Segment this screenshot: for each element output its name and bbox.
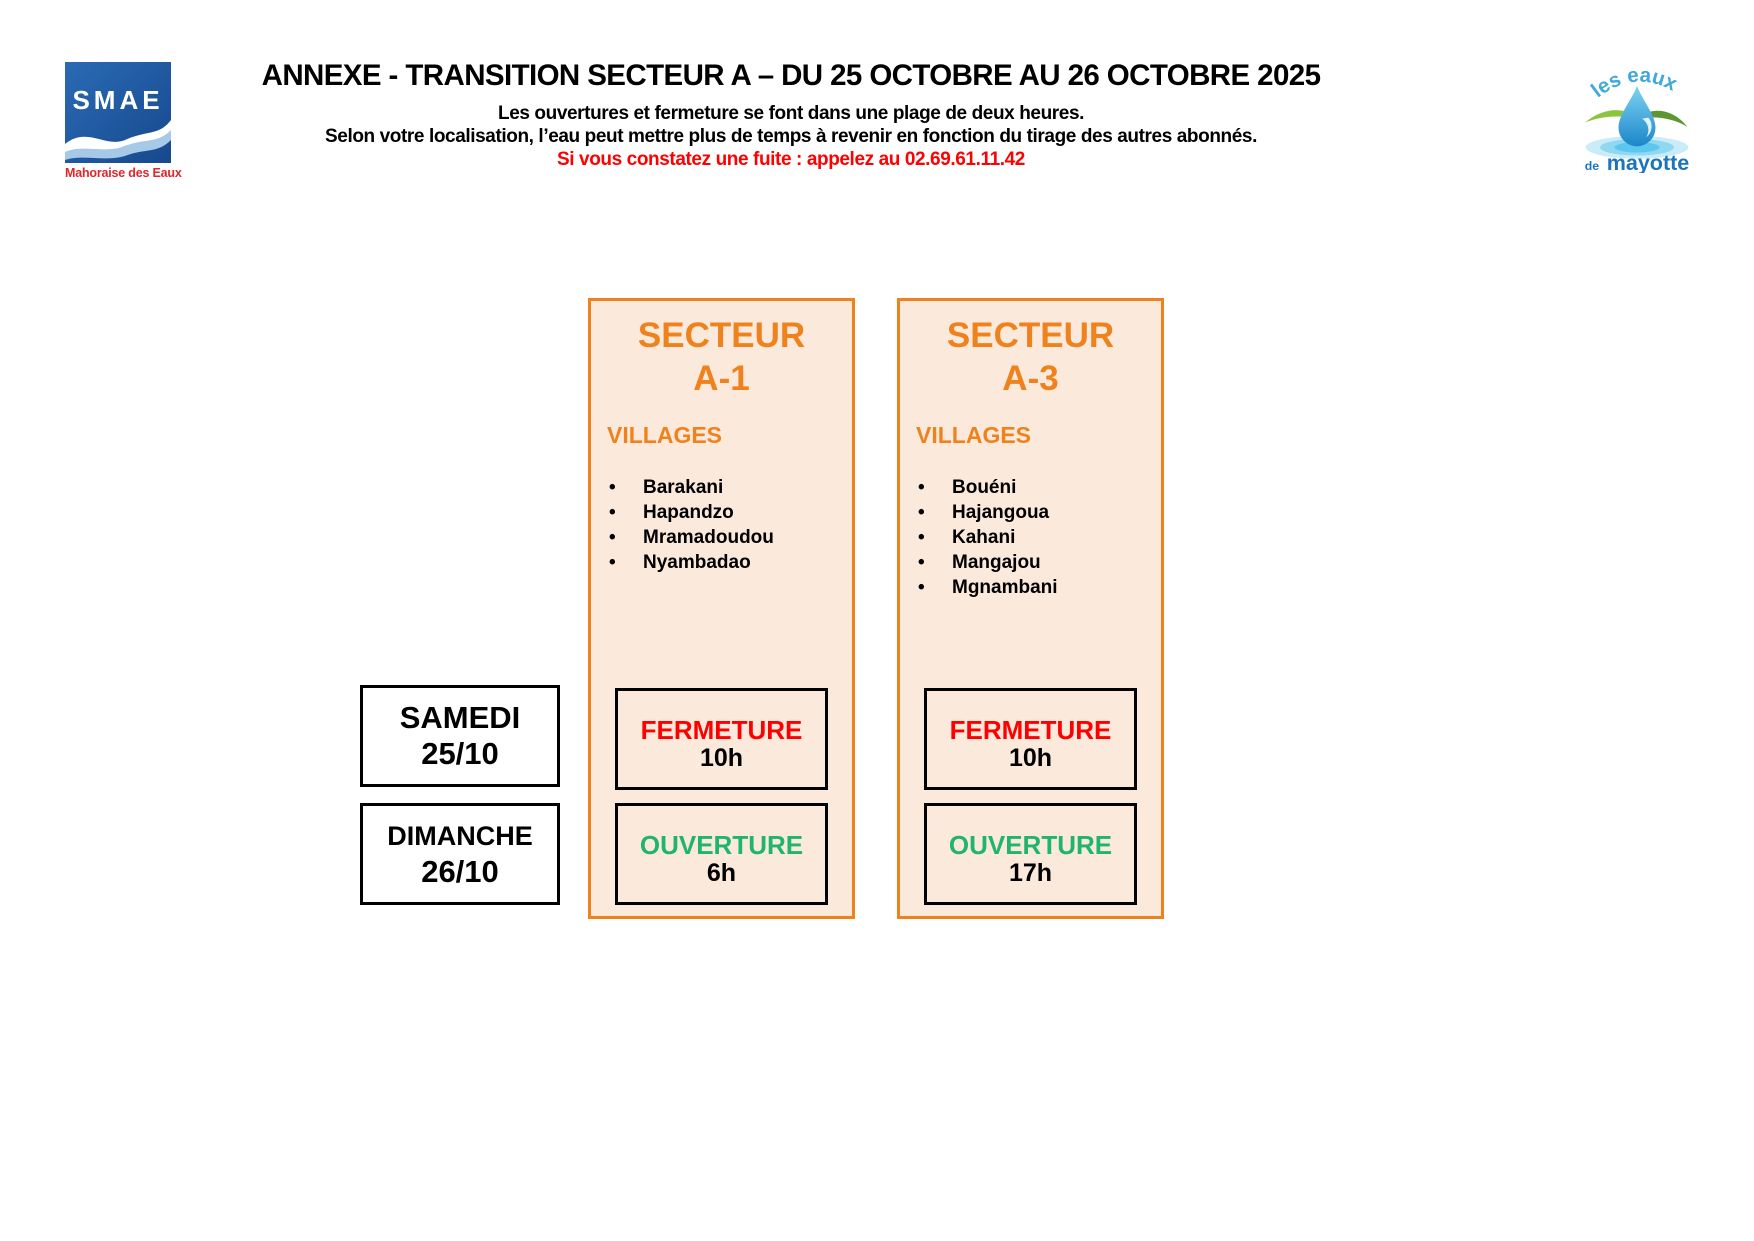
village-item: • Mangajou [900, 550, 1161, 575]
sector-a3-card [897, 298, 1164, 919]
sector-title-line1: SECTEUR [637, 316, 806, 355]
opening-box [615, 803, 828, 905]
sector-title-line2: A-1 [693, 359, 750, 398]
closure-label: FERMETURE [640, 715, 803, 745]
village-item: • Mramadoudou [591, 525, 852, 550]
closure-time: 10h [699, 744, 744, 772]
village-item: • Barakani [591, 475, 852, 500]
smae-acronym: SMAE [72, 85, 164, 115]
leak-alert-line: Si vous constatez une fuite : appelez au 02.69.61.11.42 [557, 149, 1025, 170]
village-item: • Bouéni [900, 475, 1161, 500]
logo-name-text: mayotte [1606, 150, 1690, 173]
closure-box [924, 688, 1137, 790]
subtitle-line-1: Les ouvertures et fermeture se font dans une plage de deux heures. [498, 103, 1084, 124]
day-date: 25/10 [421, 736, 499, 771]
day-name: DIMANCHE [387, 821, 533, 851]
village-item: • Nyambadao [591, 550, 852, 575]
opening-box [924, 803, 1137, 905]
date-box-sunday [360, 803, 560, 905]
opening-label: OUVERTURE [639, 830, 804, 860]
les-eaux-de-mayotte-logo [1578, 55, 1696, 173]
header [196, 58, 1386, 171]
logo-prefix-text: de [1584, 158, 1600, 173]
closure-label: FERMETURE [949, 715, 1112, 745]
villages-label: VILLAGES [916, 422, 1032, 448]
sector-title [900, 314, 1161, 400]
village-list [900, 475, 1161, 600]
village-item: • Hajangoua [900, 500, 1161, 525]
opening-time: 6h [706, 859, 737, 887]
water-drop-icon [1578, 55, 1696, 173]
village-item: • Hapandzo [591, 500, 852, 525]
date-box-saturday [360, 685, 560, 787]
day-date: 26/10 [421, 854, 499, 889]
village-item: • Mgnambani [900, 575, 1161, 600]
subtitle-line-2: Selon votre localisation, l’eau peut mettre plus de temps à revenir en fonction du tirage des autres abonnés. [325, 126, 1257, 147]
sector-title-line1: SECTEUR [946, 316, 1115, 355]
villages-label: VILLAGES [607, 422, 723, 448]
logo-arc-text: les eaux [1586, 63, 1681, 103]
village-item: • Kahani [900, 525, 1161, 550]
sector-a1-card [588, 298, 855, 919]
sector-title [591, 314, 852, 400]
closure-box [615, 688, 828, 790]
closure-time: 10h [1008, 744, 1053, 772]
day-name: SAMEDI [399, 700, 521, 735]
village-list [591, 475, 852, 575]
sector-title-line2: A-3 [1002, 359, 1059, 398]
smae-logo [65, 62, 182, 180]
smae-logo-box [65, 62, 171, 163]
smae-caption: Mahoraise des Eaux [65, 166, 182, 180]
opening-label: OUVERTURE [948, 830, 1113, 860]
page-title: ANNEXE - TRANSITION SECTEUR A – DU 25 OCTOBRE AU 26 OCTOBRE 2025 [261, 59, 1321, 92]
opening-time: 17h [1008, 859, 1053, 887]
